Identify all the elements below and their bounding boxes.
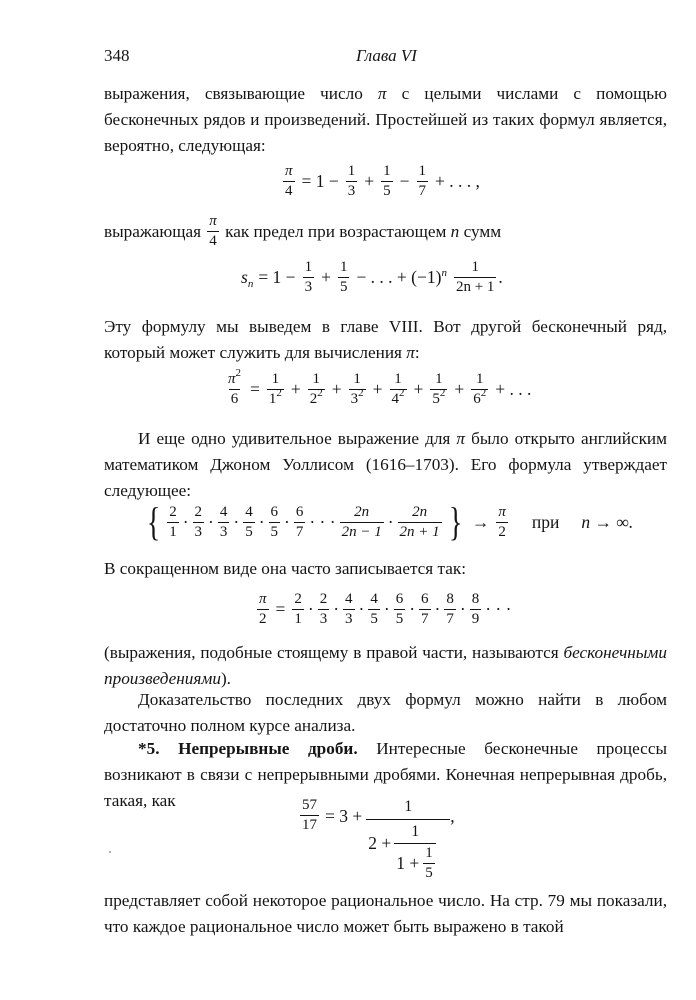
- equation-basel: $\frac{\pi^2}{6}$ = $\frac{1}{1^2}$ + $\frac{1}{2^2}$ + $\frac{1}{3^2}$ + $\frac{1}{4^2}$ + $\frac{1}{5^2}$ + $\frac{1}{6^2}$ + . . .: [228, 367, 532, 407]
- chapter-title: Глава VI: [356, 46, 417, 65]
- paragraph-intro: выражения, связывающие число π с целыми числами с помощью бесконечных рядов и произведений. Простейшей из таких формул является, вероятно, следующая:: [104, 84, 667, 155]
- page-number: 348: [104, 46, 130, 65]
- paragraph-wallis-intro: И еще одно удивительное выражение для π было открыто английским математиком Джоном Уоллисом (1616–1703). Его формула утверждает следующее:: [104, 429, 667, 500]
- paragraph-infinite-products: (выражения, подобные стоящему в правой части, называются бесконечными произведениями).: [104, 643, 667, 688]
- equation-partial-sum: $s_n$ = 1 − $\frac{1}{3}$ + $\frac{1}{5}$ − . . . + $(-1)^n$ 1 2n + 1 .: [241, 259, 503, 295]
- equation-leibniz: $\frac{\pi}{4}$ = 1 − $\frac{1}{3}$ + $\frac{1}{5}$ − $\frac{1}{7}$ + . . . ,: [285, 163, 480, 199]
- section-continued-fractions: *5. Непрерывные дроби. Интересные бесконечные процессы возникают в связи с непрерывными дробями. Конечная непрерывная дробь, такая, как: [104, 739, 667, 810]
- section-heading: *5. Непрерывные дроби.: [138, 739, 358, 758]
- equation-wallis-product: $\frac{\pi}{2}$ = $\frac{2}{1}$ · 2 3 · 4 3 · 4 5 · 6 5 · 6 7 · 8 7 · 8 9 · · ·: [259, 591, 512, 627]
- equation-wallis-limit: { 2 1 · 2 3 · 4 3 · 4 5 · 6 5 · 6 7 · · · 2n 2n − 1 · 2n 2n + 1 } → π 2 при n → ∞.: [146, 499, 634, 544]
- equation-continued-fraction: $\frac{57}{17}$ = 3 + 1 2 + 1 1 + $\frac{1}{5}$ ,: [302, 797, 455, 881]
- paragraph-rational-numbers: представляет собой некоторое рациональное число. На стр. 79 мы показали, что каждое рациональное число может быть выражено в такой: [104, 891, 667, 936]
- page-speck: [109, 851, 111, 853]
- paragraph-partial-sums: выражающая π 4 как предел при возрастающем n сумм: [104, 213, 502, 249]
- paragraph-proof-note: Доказательство последних двух формул можно найти в любом достаточно полном курсе анализа.: [104, 690, 667, 735]
- paragraph-short-form: В сокращенном виде она часто записывается так:: [104, 559, 466, 578]
- paragraph-basel-intro: Эту формулу мы выведем в главе VIII. Вот другой бесконечный ряд, который может служить для вычисления π:: [104, 317, 667, 362]
